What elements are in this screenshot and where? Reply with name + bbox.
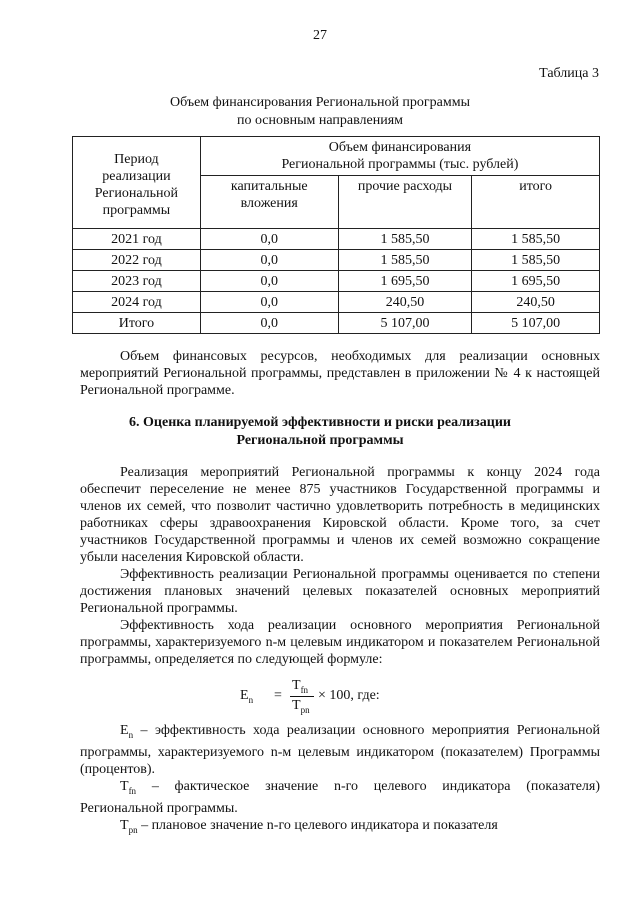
cell-total: 1 585,50 bbox=[472, 250, 600, 271]
cell-other: 240,50 bbox=[338, 292, 472, 313]
section-heading-line1: 6. Оценка планируемой эффективности и риски реализации bbox=[129, 415, 511, 430]
header-period: Период реализации Региональной программы bbox=[73, 137, 201, 229]
cell-other: 1 585,50 bbox=[338, 250, 472, 271]
table-title bbox=[0, 94, 640, 130]
cell-other: 1 585,50 bbox=[338, 229, 472, 250]
header-other: прочие расходы bbox=[338, 176, 472, 229]
cell-period: 2023 год bbox=[73, 271, 201, 292]
cell-period: 2022 год bbox=[73, 250, 201, 271]
header-total: итого bbox=[472, 176, 600, 229]
table-row-total bbox=[73, 313, 600, 334]
cell-total: 1 695,50 bbox=[472, 271, 600, 292]
section-body bbox=[80, 464, 600, 668]
section-heading-line2: Региональной программы bbox=[236, 433, 404, 448]
formula-fraction-bar bbox=[290, 696, 314, 697]
financing-table bbox=[72, 136, 600, 334]
definition-tpn: $T_{pn}$ – плановое значение n-го целевого индикатора и показателя bbox=[120, 817, 498, 835]
table-row bbox=[73, 250, 600, 271]
definition-tfn: $T_{fn}$ – фактическое значение n-го целевого индикатора (показателя) Региональной программы. bbox=[80, 778, 600, 816]
table-title-line1: Объем финансирования Региональной программы bbox=[169, 95, 471, 110]
table-label: Таблица 3 bbox=[539, 66, 599, 81]
table-row bbox=[73, 292, 600, 313]
cell-total: 240,50 bbox=[472, 292, 600, 313]
paragraph-1: Реализация мероприятий Региональной программы к концу 2024 года обеспечит переселение не менее 875 участников Государственной программы и членов их семей, что позволит частично удовлетворить потребность в медицинских работниках сферы здравоохранения Кировской области. Кроме того, за счет участников Государственной программы и членов их семей возможно сокращение убыли населения Кировской области. bbox=[80, 465, 600, 565]
cell-total: 1 585,50 bbox=[472, 229, 600, 250]
header-financing-group: Объем финансирования Региональной программы (тыс. рублей) bbox=[200, 137, 599, 176]
cell-capital: 0,0 bbox=[200, 313, 338, 334]
cell-period: 2024 год bbox=[73, 292, 201, 313]
paragraph-2: Эффективность реализации Региональной программы оценивается по степени достижения плановых значений целевых показателей основных мероприятий Региональной программы. bbox=[80, 567, 600, 616]
cell-capital: 0,0 bbox=[200, 292, 338, 313]
table-row bbox=[73, 271, 600, 292]
table-title-line2: по основным направлениям bbox=[236, 113, 404, 128]
cell-capital: 0,0 bbox=[200, 250, 338, 271]
cell-period: Итого bbox=[73, 313, 201, 334]
efficiency-formula bbox=[240, 678, 440, 718]
formula-denominator: $T_{pn}$ bbox=[292, 698, 310, 715]
section-heading bbox=[0, 414, 640, 450]
cell-period: 2021 год bbox=[73, 229, 201, 250]
table-row bbox=[73, 229, 600, 250]
cell-capital: 0,0 bbox=[200, 271, 338, 292]
formula-rest: × 100, где: bbox=[318, 688, 380, 703]
definitions bbox=[80, 722, 600, 838]
formula-numerator: $T_{fn}$ bbox=[292, 678, 309, 695]
formula-lhs: $E_n$ bbox=[240, 688, 254, 705]
paragraph-3: Эффективность хода реализации основного мероприятия Региональной программы, характеризуемого n-м целевым индикатором и показателем Региональной программы, определяется по следующей формуле: bbox=[80, 618, 600, 667]
cell-total: 5 107,00 bbox=[472, 313, 600, 334]
definition-en: $E_n$ – эффективность хода реализации основного мероприятия Региональной программы, характеризуемого n-м целевым индикатором (показателем) Программы (процентов). bbox=[80, 723, 601, 777]
resources-paragraph: Объем финансовых ресурсов, необходимых для реализации основных мероприятий Региональной программы, представлен в приложении № 4 к настоящей Региональной программе. bbox=[80, 349, 600, 398]
cell-other: 5 107,00 bbox=[338, 313, 472, 334]
header-capital: капитальные вложения bbox=[200, 176, 338, 229]
page-number: 27 bbox=[313, 28, 327, 43]
cell-capital: 0,0 bbox=[200, 229, 338, 250]
formula-equals: = bbox=[274, 688, 282, 703]
cell-other: 1 695,50 bbox=[338, 271, 472, 292]
